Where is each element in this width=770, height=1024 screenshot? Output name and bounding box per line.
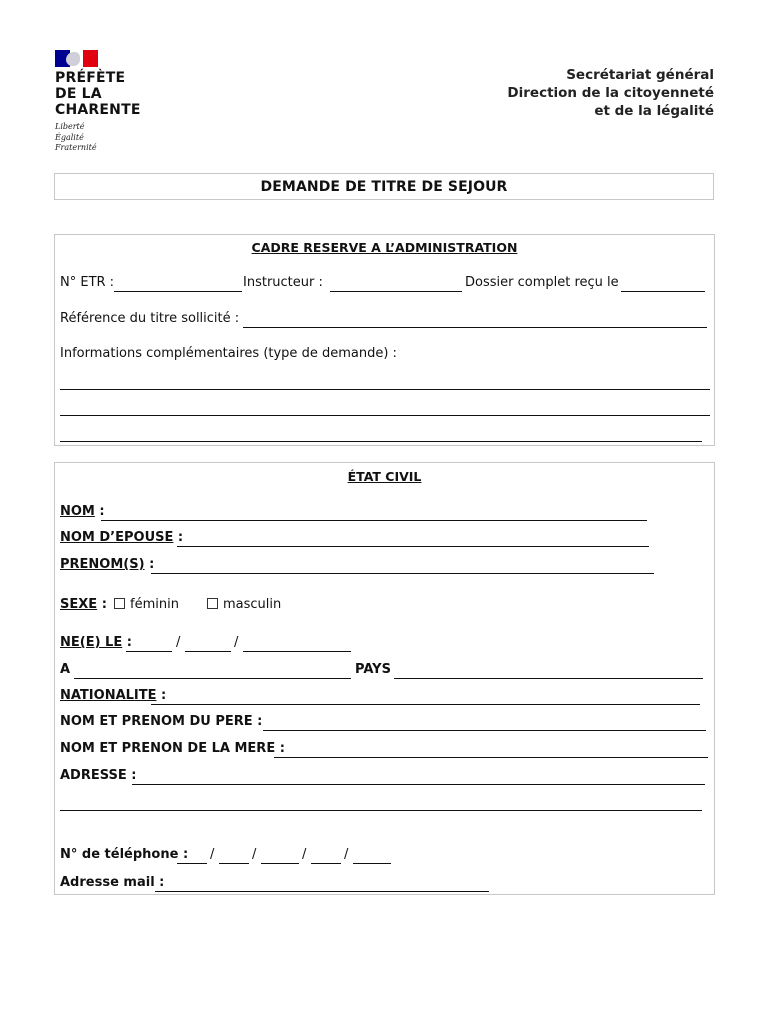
masculin-checkbox[interactable] — [207, 598, 218, 609]
mere-label: NOM ET PRENON DE LA MERE : — [60, 741, 285, 756]
republic-motto — [55, 122, 97, 154]
admin-reserved-section — [54, 234, 715, 446]
nationalite-label: NATIONALITE — [60, 688, 157, 703]
service-line2: Direction de la citoyenneté — [507, 85, 714, 101]
pere-field[interactable] — [263, 730, 706, 731]
phone-slash-3: / — [302, 847, 307, 862]
birth-place-label: A — [60, 662, 71, 677]
service-line3: et de la légalité — [594, 103, 714, 119]
birth-year-field[interactable] — [243, 651, 351, 652]
nationalite-field[interactable] — [151, 704, 700, 705]
nom-epouse-colon: : — [177, 530, 184, 545]
etr-label: N° ETR : — [60, 275, 115, 290]
service-header — [507, 66, 714, 120]
phone-part-4[interactable] — [311, 863, 341, 864]
instructeur-label: Instructeur : — [243, 275, 323, 290]
nom-epouse-label: NOM D’EPOUSE — [60, 530, 174, 545]
phone-part-3[interactable] — [261, 863, 299, 864]
prenoms-colon: : — [149, 557, 155, 572]
birth-month-field[interactable] — [185, 651, 231, 652]
adresse-field-1[interactable] — [132, 784, 705, 785]
motto-liberte: Liberté — [55, 122, 85, 131]
prenoms-label: PRENOM(S) — [60, 557, 145, 572]
phone-part-2[interactable] — [219, 863, 249, 864]
nom-colon: : — [99, 504, 105, 519]
birth-place-field[interactable] — [74, 678, 351, 679]
etat-civil-section — [54, 462, 715, 895]
mail-field[interactable] — [155, 891, 489, 892]
reference-field[interactable] — [243, 327, 707, 328]
adresse-field-2[interactable] — [60, 810, 702, 811]
prefecture-name — [55, 70, 141, 118]
infos-complementaires-label: Informations complémentaires (type de demande) : — [60, 346, 397, 361]
sexe-masculin-option[interactable] — [207, 597, 281, 612]
ne-le-label: NE(E) LE — [60, 635, 123, 650]
phone-slash-4: / — [344, 847, 349, 862]
phone-part-1[interactable] — [177, 863, 207, 864]
nom-epouse-label-group — [60, 530, 183, 545]
infos-line-2[interactable] — [60, 415, 710, 416]
service-line1: Secrétariat général — [566, 67, 714, 83]
nom-label-group — [60, 504, 105, 519]
prenoms-field[interactable] — [151, 573, 654, 574]
reference-label: Référence du titre sollicité : — [60, 311, 240, 326]
birth-day-field[interactable] — [126, 651, 172, 652]
phone-slash-2: / — [252, 847, 257, 862]
adresse-label: ADRESSE : — [60, 768, 137, 783]
telephone-label: N° de téléphone : — [60, 847, 189, 862]
masculin-label: masculin — [223, 597, 282, 612]
prefecture-line2: DE LA — [55, 86, 102, 102]
phone-slash-1: / — [210, 847, 215, 862]
nationalite-colon: : — [161, 688, 167, 703]
etr-field[interactable] — [114, 291, 242, 292]
prefecture-line3: CHARENTE — [55, 102, 141, 118]
pays-field[interactable] — [394, 678, 703, 679]
pays-label: PAYS — [355, 662, 391, 677]
nom-label: NOM — [60, 504, 95, 519]
mail-label: Adresse mail : — [60, 875, 165, 890]
instructeur-field[interactable] — [330, 291, 462, 292]
sexe-label-group — [60, 597, 107, 612]
dossier-complet-label: Dossier complet reçu le — [465, 275, 619, 290]
sexe-feminin-option[interactable] — [114, 597, 179, 612]
ne-le-colon: : — [126, 635, 132, 650]
form-title: DEMANDE DE TITRE DE SEJOUR — [260, 179, 508, 195]
mere-field[interactable] — [274, 757, 708, 758]
admin-section-title: CADRE RESERVE A L’ADMINISTRATION — [251, 240, 518, 255]
feminin-checkbox[interactable] — [114, 598, 125, 609]
motto-egalite: Égalité — [55, 132, 84, 142]
dossier-date-field[interactable] — [621, 291, 705, 292]
feminin-label: féminin — [130, 597, 179, 612]
sexe-label: SEXE — [60, 597, 98, 612]
pere-label: NOM ET PRENOM DU PERE : — [60, 714, 263, 729]
form-title-box — [54, 173, 714, 200]
nom-field[interactable] — [101, 520, 647, 521]
infos-line-3[interactable] — [60, 441, 702, 442]
ne-le-label-group — [60, 635, 132, 650]
infos-line-1[interactable] — [60, 389, 710, 390]
birth-slash-1: / — [176, 635, 181, 650]
motto-fraternite: Fraternité — [55, 143, 97, 152]
nationalite-label-group — [60, 688, 166, 703]
etat-civil-title: ÉTAT CIVIL — [347, 469, 422, 484]
prenoms-label-group — [60, 557, 154, 572]
phone-part-5[interactable] — [353, 863, 391, 864]
republic-flag-logo — [55, 50, 98, 67]
prefecture-line1: PRÉFÈTE — [55, 70, 126, 86]
nom-epouse-field[interactable] — [177, 546, 649, 547]
birth-slash-2: / — [234, 635, 239, 650]
sexe-colon: : — [101, 597, 107, 612]
